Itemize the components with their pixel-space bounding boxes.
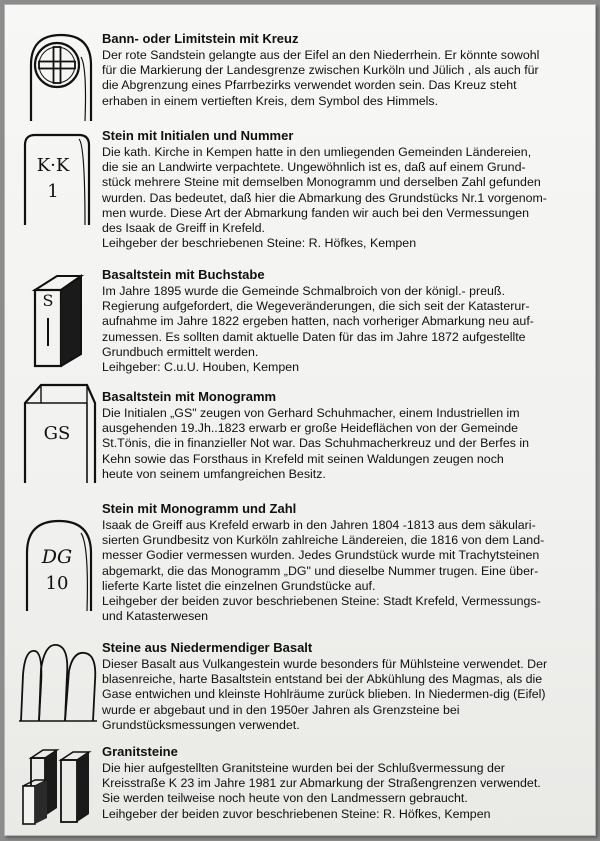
info-board [4, 4, 596, 836]
entry-line: erhaben in einem vertieften Kreis, dem Symbol des Himmels. [102, 93, 439, 108]
entry-line: Leihgeber der beiden zuvor beschriebenen Steine: Stadt Krefeld, Vermessungs- [102, 594, 541, 609]
entry-line: Leihgeber: C.u.U. Houben, Kempen [102, 360, 299, 375]
entry-title: Basaltstein mit Monogramm [102, 389, 277, 404]
stone-label-top: K·K [36, 155, 70, 176]
entry-text [102, 128, 584, 251]
entry-line: Der rote Sandstein gelangte aus der Eifel an den Niederrhein. Er könnte sowohl [102, 48, 540, 62]
entry-line: für die Markierung der Landesgrenze zwischen Kurköln und Jülich , als auch für [102, 63, 539, 78]
entry-line: Sie werden teilweise noch heute von den Landmessern gebraucht. [102, 791, 468, 806]
entry-line: men wurde. Diese Art der Abmarkung fanden wir auch bei den Vermessungen [102, 205, 530, 220]
entry-line: abgemarkt, die das Monogramm „DG" und dieselbe Nummer trugen. Eine über- [102, 563, 539, 578]
entry-line: die sie an Landwirte verpachtete. Ungewöhnlich ist es, daß auf einem Grund- [102, 160, 526, 175]
entry-title: Basaltstein mit Buchstabe [102, 267, 265, 282]
entry-line: aufnahme im Jahre 1822 ergeben hatten, nach vorheriger Abmarkung neu auf- [102, 314, 534, 329]
entry-title: Stein mit Monogramm und Zahl [102, 501, 297, 516]
entry-title: Steine aus Niedermendiger Basalt [102, 640, 313, 655]
entry-line: ausgehenden 19.Jh..1823 erwarb er große Heideflächen von der Gemeinde [102, 421, 519, 436]
entry-line: Regierung aufgefordert, die Wegeveränderungen, die sich seit der Katasterur- [102, 299, 530, 314]
entry-text [102, 267, 584, 375]
stone-label-top: DG [41, 546, 73, 568]
entry-line: lieferte Karte listet die einzelnen Grundstücke auf. [102, 578, 376, 593]
entry-line: Die hier aufgestellten Granitsteine wurden bei der Schlußvermessung der [102, 761, 505, 775]
entry-line: wurden. Das bedeutet, daß hier die Abmarkung des Grundstücks Nr.1 vorgenom- [102, 190, 547, 205]
entry-text [102, 389, 584, 482]
entry-text [102, 31, 584, 109]
basalt-stones-icon [17, 635, 101, 725]
entry-line: Kreisstraße K 23 im Jahre 1981 zur Abmarkung der Straßengrenzen verwendet. [102, 776, 541, 791]
entry-line: Gase entwichen und kleinste Hohlräume zurück blieben. In Niedermen-dig (Eifel) [102, 687, 546, 702]
entry-line: St.Tönis, die in finanzieller Not war. Das Schuhmacherkreuz und der Berfes in [102, 436, 529, 451]
dg-stone-icon [17, 515, 101, 615]
stone-label-bottom: 1 [47, 181, 59, 202]
entry-line: Kehn sowie das Forsthaus in Krefeld mit seinen Waldungen zeugen noch [102, 451, 504, 466]
stone-label-top: S [42, 291, 54, 310]
entry-text [102, 501, 584, 624]
entry-title: Granitsteine [102, 744, 178, 759]
stone-label-bottom: 10 [45, 573, 69, 594]
entry-line: Grundstücksmessungen verwendet. [102, 717, 300, 732]
entry-line: sierten Grundbesitz von Kurköln zahlreiche Ländereien, die 1816 von dem Land- [102, 533, 545, 548]
entry-line: wurde er abgebaut und in den 1950er Jahren als Grenzsteine bei [102, 702, 460, 717]
entry-line: Im Jahre 1895 wurde die Gemeinde Schmalbroich von der königl.- preuß. [102, 284, 505, 298]
entry-line: stück mehrere Steine mit demselben Monogramm und derselben Zahl gefunden [102, 175, 541, 190]
entry-line: zumessen. Es sollten damit aktuelle Daten für das im Jahre 1872 aufgestellte [102, 329, 526, 344]
entry-text [102, 640, 584, 733]
entry-line: heute von seinem umfangreichen Besitz. [102, 466, 326, 481]
entry-line: Leihgeber der beiden zuvor beschriebenen Steine: R. Höfkes, Kempen [102, 806, 491, 821]
entry-line: Isaak de Greiff aus Krefeld erwarb in den Jahren 1804 -1813 aus dem säkulari- [102, 518, 536, 532]
gs-stone-icon [17, 379, 101, 487]
entry-line: des Isaak de Greiff in Krefeld. [102, 221, 266, 236]
entry-line: Grundbuch ermittelt werden. [102, 344, 259, 359]
kk-stone-icon [17, 131, 101, 227]
s-stone-icon [17, 270, 101, 370]
entry-line: blasenreiche, harte Basaltstein entstand bei der Abkühlung des Magmas, als die [102, 672, 543, 687]
entry-line: und Katasterwesen [102, 609, 209, 624]
entry-line: Dieser Basalt aus Vulkangestein wurde besonders für Mühlsteine verwendet. Der [102, 657, 548, 671]
entry-line: Die Initialen „GS" zeugen von Gerhard Schuhmacher, einem Industriellen im [102, 406, 520, 420]
entry-title: Bann- oder Limitstein mit Kreuz [102, 31, 299, 46]
entry-title: Stein mit Initialen und Nummer [102, 128, 294, 143]
cross-stone-icon [17, 27, 101, 123]
entry-line: Die kath. Kirche in Kempen hatte in den umliegenden Gemeinden Ländereien, [102, 145, 532, 159]
granite-stones-icon [17, 746, 101, 830]
stone-label-top: GS [43, 423, 71, 444]
entry-text [102, 744, 584, 822]
entry-line: die Abgrenzung eines Pfarrbezirks verwendet worden sein. Das Kreuz steht [102, 78, 517, 93]
entry-line: messer Godier vermessen wurden. Jedes Grundstück wurde mit Trachytsteinen [102, 548, 540, 563]
entry-line: Leihgeber der beschriebenen Steine: R. Höfkes, Kempen [102, 236, 417, 251]
